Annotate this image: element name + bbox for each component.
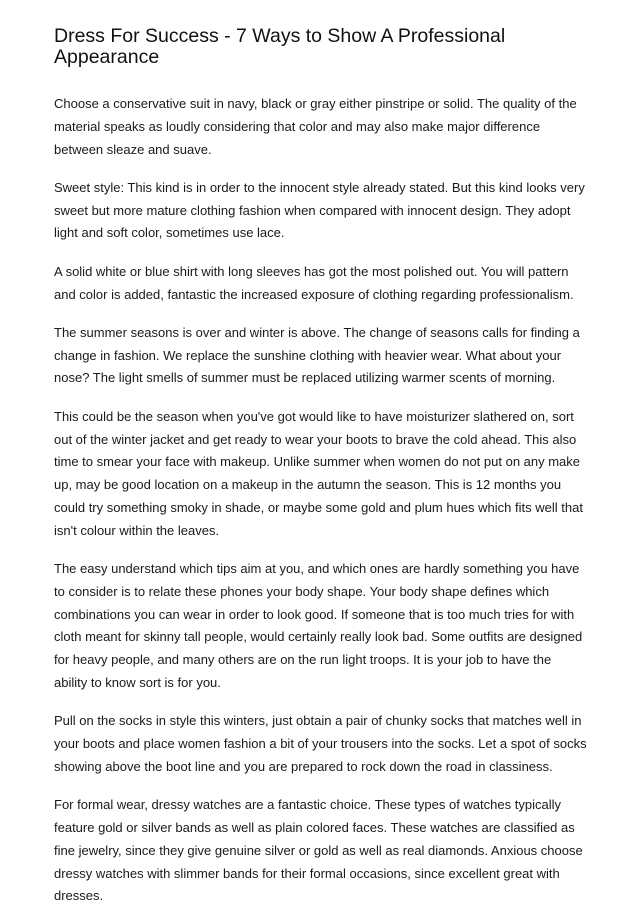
page-title: Dress For Success - 7 Ways to Show A Professional Appearance [54, 25, 506, 68]
paragraph-4: The summer seasons is over and winter is above. The change of seasons calls for finding a change in fashion. We replace the sunshine clothing with heavier wear. What about your nose? The light smells of summer must be replaced utilizing warmer scents of morning. [54, 324, 580, 386]
paragraph-7: Pull on the socks in style this winters, just obtain a pair of chunky socks that matches well in your boots and place women fashion a bit of your trousers into the socks. Let a spot of socks showing above the boot line and you are prepared to rock down the road in classiness. [54, 713, 587, 774]
paragraph-3: A solid white or blue shirt with long sleeves has got the most polished out. You will pattern and color is added, fantastic the increased exposure of clothing regarding professionalism. [54, 263, 574, 302]
paragraph-2: Sweet style: This kind is in order to the innocent style already stated. But this kind looks very sweet but more mature clothing fashion when compared with innocent design. They adopt light and soft color, sometimes use lace. [54, 179, 585, 241]
paragraph-8: For formal wear, dressy watches are a fantastic choice. These types of watches typically feature gold or silver bands as well as plain colored faces. These watches are classified as fine jewelry, since they give genuine silver or gold as well as real diamonds. Anxious choose dressy watches with slimmer bands for their formal occasions, since excellent great with dresses. [54, 797, 583, 904]
paragraph-5: This could be the season when you've got would like to have moisturizer slathered on, sort out of the winter jacket and get ready to wear your boots to brave the cold ahead. This also time to smear your face with makeup. Unlike summer when women do not put on any make up, may be good location on a makeup in the autumn the season. This is 12 months you could try something smoky in shade, or maybe some gold and plum hues which fits well that isn't colour within the leaves. [54, 408, 583, 538]
paragraph-1: Choose a conservative suit in navy, black or gray either pinstripe or solid. The quality of the material speaks as loudly considering that color and may also make major difference between sleaze and suave. [54, 96, 577, 157]
paragraph-6: The easy understand which tips aim at you, and which ones are hardly something you have to consider is to relate these phones your body shape. Your body shape defines which combinations you can wear in order to look good. If someone that is too much tries for with cloth meant for skinny tall people, would certainly really look bad. Some outfits are designed for heavy people, and many others are on the run light troops. It is your job to have the ability to know sort is for you. [54, 561, 583, 691]
document-page [54, 26, 588, 924]
